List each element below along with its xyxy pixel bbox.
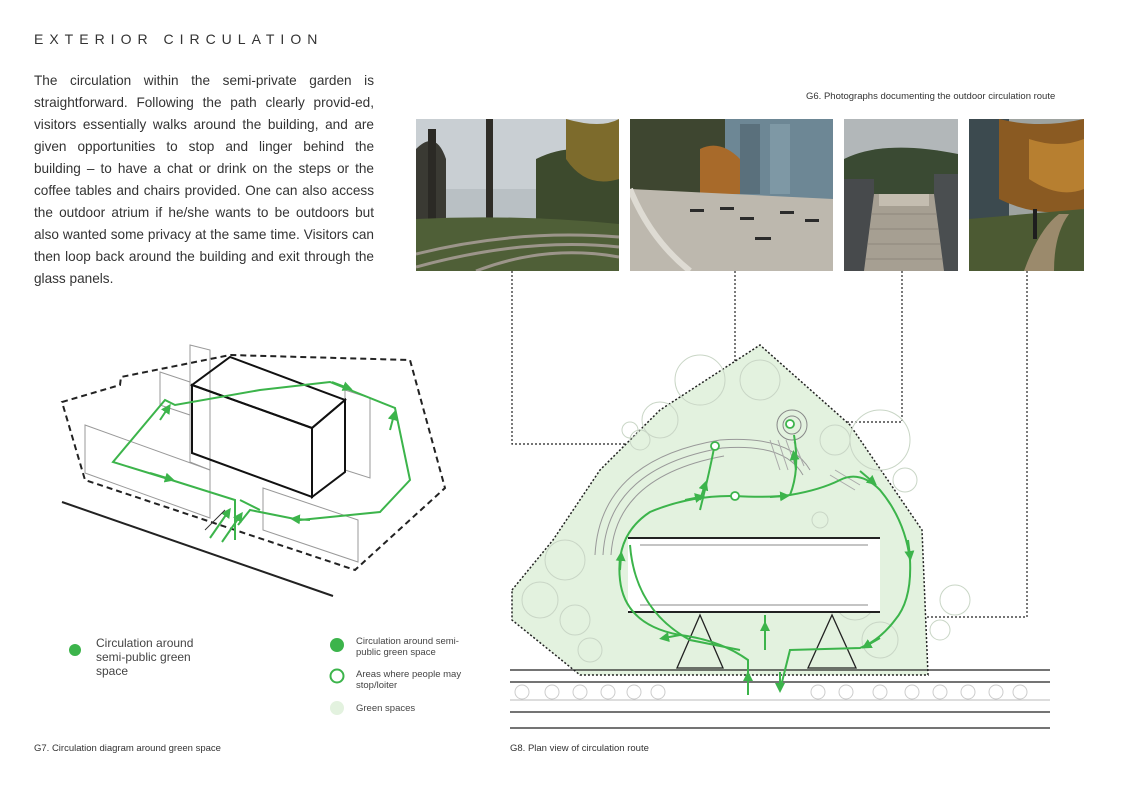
legend-circulation-dot	[69, 644, 81, 656]
circulation-path	[113, 382, 410, 540]
photos-caption: G6. Photographs documenting the outdoor circulation route	[806, 91, 1056, 102]
legend-g8-green-label: Green spaces	[356, 703, 416, 714]
building-box	[192, 357, 345, 497]
legend-g7-circulation-label: Circulation around semi-public green space	[96, 636, 194, 678]
g8-caption: G8. Plan view of circulation route	[510, 743, 649, 754]
legend-loiter-circle	[331, 670, 344, 683]
legend-g8-loiter-label: Areas where people may stop/loiter	[356, 669, 462, 691]
plan-view	[510, 345, 1050, 728]
site-boundary	[62, 355, 445, 570]
legend-green-space-swatch	[330, 701, 344, 715]
intro-paragraph: The circulation within the semi-private garden is straightforward. Following the path clearly provid-ed, visitors essentially walks around the building, and are given opportunities to stop and linger behind the building – to have a chat or drink on the steps or the coffee tables and chairs provided. One can also access the outdoor atrium if he/she wants to be outdoors but also wanted some privacy at the same time. Visitors can then loop back around the building and exit through the glass panels.	[34, 73, 374, 286]
g7-caption: G7. Circulation diagram around green space	[34, 743, 221, 754]
legend-g8-circulation-label: Circulation around semi-public green space	[356, 636, 459, 658]
circulation-diagram	[62, 345, 445, 596]
page-title: EXTERIOR CIRCULATION	[34, 31, 324, 47]
legend-plan-circulation-dot	[330, 638, 344, 652]
